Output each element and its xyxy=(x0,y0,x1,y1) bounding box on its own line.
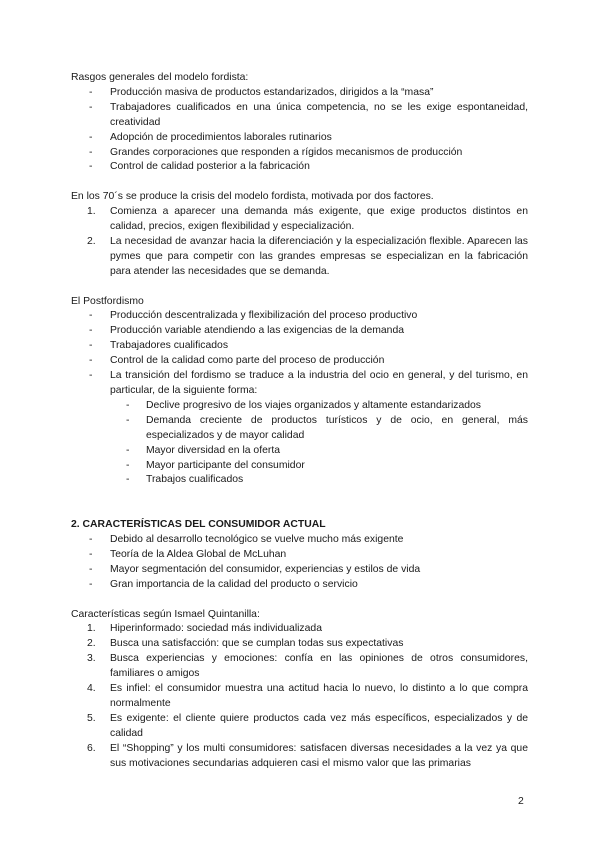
list-item: - Adopción de procedimientos laborales rutinarios xyxy=(89,131,332,143)
list-item: - Producción masiva de productos estandarizados, dirigidos a la “masa” xyxy=(89,86,434,98)
list-item: - Producción variable atendiendo a las exigencias de la demanda xyxy=(89,325,405,337)
list-item-text: Gran importancia de la calidad del producto o servicio xyxy=(110,578,358,590)
list-item-text: La necesidad de avanzar hacia la diferenciación y la especialización flexible. Aparecen las pymes que para competir con las grandes empresas se especializan en la fabricación para atender las necesidades que se demanda. xyxy=(110,235,528,277)
quintanilla-section xyxy=(71,608,528,772)
list-item xyxy=(71,637,528,652)
quintanilla-heading: Características según Ismael Quintanilla: xyxy=(71,608,260,620)
postfordism-sublist xyxy=(71,399,528,488)
sublist-item-text: Mayor diversidad en la oferta xyxy=(146,444,280,456)
list-item: - Teoría de la Aldea Global de McLuhan xyxy=(89,548,287,560)
list-item-number: 4. xyxy=(87,683,96,695)
list-item: - Grandes corporaciones que responden a rígidos mecanismos de producción xyxy=(89,146,463,158)
list-item-text: Es infiel: el consumidor muestra una actitud hacia lo nuevo, lo distinto a lo que compra normalmente xyxy=(110,683,528,709)
list-item-number: 1. xyxy=(87,623,96,635)
list-item: - Mayor segmentación del consumidor, experiencias y estilos de vida xyxy=(89,563,421,575)
list-item xyxy=(71,652,528,682)
page-number: 2 xyxy=(518,796,524,807)
list-item-number: 1. xyxy=(87,206,96,218)
sublist-item: - Trabajos cualificados xyxy=(126,474,244,486)
list-item: - Gran importancia de la calidad del producto o servicio xyxy=(89,578,358,590)
consumer-traits-list xyxy=(71,533,528,593)
list-item xyxy=(71,622,528,637)
list-item-number: 6. xyxy=(87,742,96,754)
list-item: - Control de calidad posterior a la fabricación xyxy=(89,161,310,173)
list-item-text: Busca experiencias y emociones: confía en las opiniones de otros consumidores, familiares o amigos xyxy=(110,653,528,680)
fordism-crisis-heading: En los 70´s se produce la crisis del modelo fordista, motivada por dos factores. xyxy=(71,191,434,203)
list-item-text: Hiperinformado: sociedad más individualizada xyxy=(110,623,322,635)
list-item-text: Mayor segmentación del consumidor, experiencias y estilos de vida xyxy=(110,563,421,575)
postfordism-list xyxy=(71,309,528,398)
list-item-text: Trabajadores cualificados xyxy=(110,340,229,352)
quintanilla-list xyxy=(71,622,528,771)
list-item-text: El “Shopping” y los multi consumidores: satisfacen diversas necesidades a la vez ya que sus motivaciones secundarias adquieren casi el mismo valor que las primarias xyxy=(110,742,528,769)
list-item-text: Trabajadores cualificados en una única competencia, no se les exige espontaneidad, creatividad xyxy=(110,101,528,128)
list-item-text: Control de la calidad como parte del proceso de producción xyxy=(110,355,385,367)
list-item: - Trabajadores cualificados xyxy=(89,340,229,352)
list-item-number: 3. xyxy=(87,653,96,665)
consumer-traits-heading: 2. CARACTERÍSTICAS DEL CONSUMIDOR ACTUAL xyxy=(71,519,326,531)
list-item xyxy=(71,712,528,742)
list-item-number: 5. xyxy=(87,712,96,724)
list-item-text: Adopción de procedimientos laborales rutinarios xyxy=(110,131,332,143)
sublist-item-text: Trabajos cualificados xyxy=(146,474,244,486)
list-item-text: Control de calidad posterior a la fabricación xyxy=(110,161,310,173)
list-item: - Debido al desarrollo tecnológico se vuelve mucho más exigente xyxy=(89,534,404,546)
list-item-text: Producción variable atendiendo a las exigencias de la demanda xyxy=(110,325,405,337)
list-item-text: Es exigente: el cliente quiere productos cada vez más específicos, especializados y de calidad xyxy=(110,712,528,739)
postfordism-section xyxy=(71,295,528,489)
fordism-traits-heading: Rasgos generales del modelo fordista: xyxy=(71,72,249,83)
fordism-crisis-list xyxy=(71,205,528,280)
list-item-text: Comienza a aparecer una demanda más exigente, que exige productos distintos en calidad, precios, exigen flexibilidad y especialización. xyxy=(110,206,528,233)
list-item xyxy=(71,742,528,772)
list-item: - Producción descentralizada y flexibilización del proceso productivo xyxy=(89,310,418,322)
list-item-text: Teoría de la Aldea Global de McLuhan xyxy=(110,548,287,560)
fordism-traits-list xyxy=(71,86,528,175)
list-item xyxy=(71,682,528,712)
list-item xyxy=(71,205,528,235)
sublist-item: - Demanda creciente de productos turísticos y de ocio, en general, más especializados y de mayor calidad xyxy=(126,414,528,441)
list-item-text: La transición del fordismo se traduce a la industria del ocio en general, y del turismo, en particular, de la siguiente forma: xyxy=(110,370,528,396)
consumer-traits-section xyxy=(71,518,528,593)
sublist-item: - Declive progresivo de los viajes organizados y altamente estandarizados xyxy=(126,399,481,411)
fordism-crisis-section xyxy=(71,190,528,279)
sublist-item-text: Mayor participante del consumidor xyxy=(146,459,305,471)
list-item-text: Producción masiva de productos estandarizados, dirigidos a la “masa” xyxy=(110,86,434,98)
sublist-item: - Mayor diversidad en la oferta xyxy=(126,444,280,456)
list-item-text: Grandes corporaciones que responden a rígidos mecanismos de producción xyxy=(110,146,463,158)
sublist-item-text: Declive progresivo de los viajes organizados y altamente estandarizados xyxy=(146,399,481,411)
sublist-item-text: Demanda creciente de productos turísticos y de ocio, en general, más especializados y de mayor calidad xyxy=(146,414,528,441)
list-item: - Trabajadores cualificados en una única competencia, no se les exige espontaneidad, creatividad xyxy=(89,101,528,128)
list-item: - Control de la calidad como parte del proceso de producción xyxy=(89,355,385,367)
list-item xyxy=(71,235,528,280)
list-item: - La transición del fordismo se traduce a la industria del ocio en general, y del turismo, en particular, de la siguiente forma: xyxy=(89,370,528,396)
list-item-text: Producción descentralizada y flexibilización del proceso productivo xyxy=(110,310,418,322)
list-item-number: 2. xyxy=(87,235,96,247)
page-content xyxy=(71,71,528,786)
sublist-item: - Mayor participante del consumidor xyxy=(126,459,305,471)
postfordism-heading: El Postfordismo xyxy=(71,295,144,307)
fordism-traits-section xyxy=(71,71,528,175)
list-item-text: Debido al desarrollo tecnológico se vuelve mucho más exigente xyxy=(110,534,404,546)
list-item-number: 2. xyxy=(87,638,96,650)
list-item-text: Busca una satisfacción: que se cumplan todas sus expectativas xyxy=(110,638,404,650)
